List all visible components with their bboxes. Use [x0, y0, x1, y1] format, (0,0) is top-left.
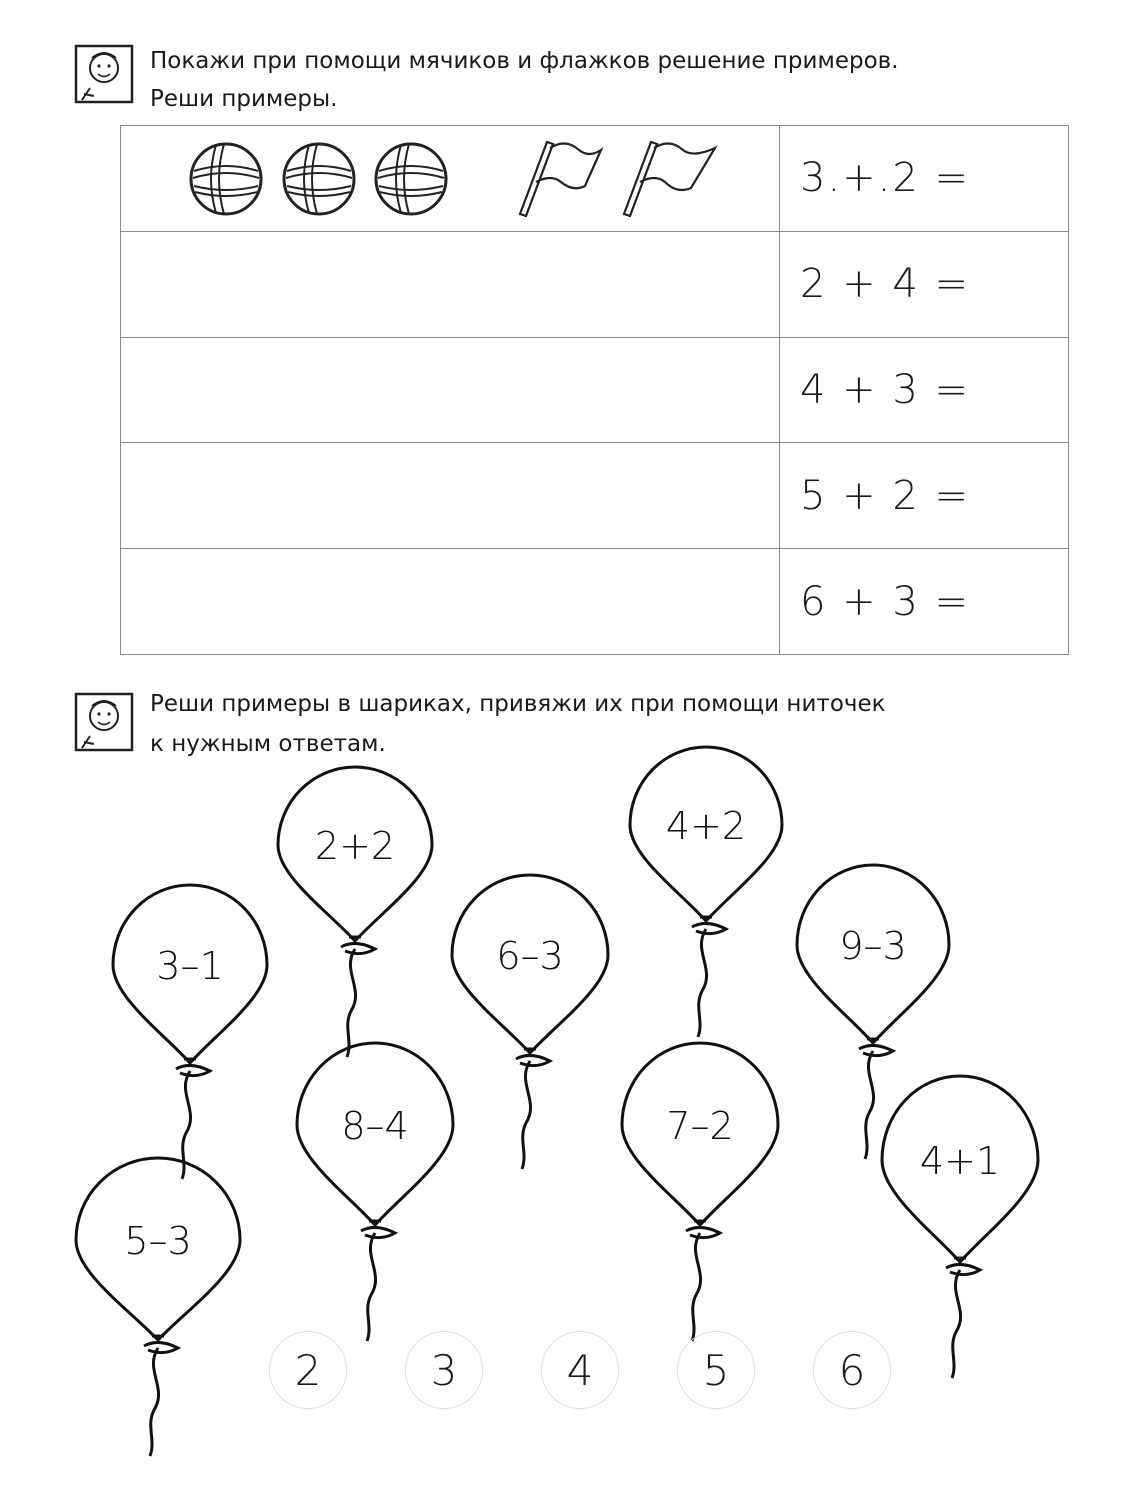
ball-icon	[376, 144, 446, 214]
balloon-expression: 7–2	[666, 1104, 734, 1148]
answer-circle[interactable]: 3	[405, 1331, 483, 1409]
balloon-string	[952, 1270, 961, 1378]
answer-circle[interactable]: 4	[541, 1331, 619, 1409]
balloon-icon[interactable]	[56, 1153, 260, 1467]
balloon-icon[interactable]	[602, 1038, 798, 1352]
example-expression: 3.+.2 =	[780, 126, 1069, 232]
drawing-cell[interactable]	[121, 549, 780, 655]
example-expression: 2 + 4 =	[780, 231, 1069, 337]
ball-icon	[284, 144, 354, 214]
balloon-icon[interactable]	[93, 880, 287, 1190]
balloon-icon[interactable]	[610, 742, 802, 1048]
drawing-cell[interactable]	[121, 337, 780, 443]
child-face-icon	[74, 692, 134, 752]
flag-icon	[520, 142, 601, 216]
balloon-string	[692, 1233, 701, 1341]
balloon-string	[367, 1233, 376, 1341]
balloon-icon[interactable]	[277, 1038, 473, 1352]
example-expression: 5 + 2 =	[780, 443, 1069, 549]
balloon-expression: 8–4	[341, 1104, 409, 1148]
balloon-string	[698, 929, 707, 1037]
table-row	[121, 126, 1069, 232]
balloon-string	[150, 1348, 159, 1456]
example-expression: 6 + 3 =	[780, 549, 1069, 655]
balls-and-flags-drawing	[121, 126, 779, 230]
balloon-expression: 3–1	[156, 944, 224, 988]
drawing-cell[interactable]	[121, 126, 780, 232]
balloon-expression: 4+2	[665, 804, 747, 848]
balloon-expression: 4+1	[919, 1139, 1001, 1183]
balloon-expression: 2+2	[314, 824, 396, 868]
balloon-expression: 9–3	[839, 924, 907, 968]
answer-circle[interactable]: 2	[269, 1331, 347, 1409]
task2-instruction-line2: к нужным ответам.	[150, 731, 386, 757]
table-row	[121, 549, 1069, 655]
table-row	[121, 337, 1069, 443]
ball-icon	[191, 144, 261, 214]
balloon-expression: 5–3	[124, 1219, 192, 1263]
table-row	[121, 231, 1069, 337]
table-row	[121, 443, 1069, 549]
child-face-icon	[74, 44, 134, 104]
drawing-cell[interactable]	[121, 231, 780, 337]
task2-instruction-line1: Реши примеры в шариках, привяжи их при помощи ниточек	[150, 691, 886, 717]
balloon-icon[interactable]	[258, 762, 452, 1068]
task1-instruction-line1: Покажи при помощи мячиков и флажков решение примеров.	[150, 48, 899, 74]
example-expression: 4 + 3 =	[780, 337, 1069, 443]
balloon-expression: 6–3	[496, 934, 564, 978]
flag-icon	[624, 142, 715, 216]
answer-circle[interactable]: 5	[677, 1331, 755, 1409]
examples-table	[120, 125, 1069, 655]
balloon-string	[522, 1061, 531, 1169]
drawing-cell[interactable]	[121, 443, 780, 549]
balloon-icon[interactable]	[862, 1071, 1058, 1389]
answer-circle[interactable]: 6	[813, 1331, 891, 1409]
task1-instruction-line2: Реши примеры.	[150, 86, 338, 112]
